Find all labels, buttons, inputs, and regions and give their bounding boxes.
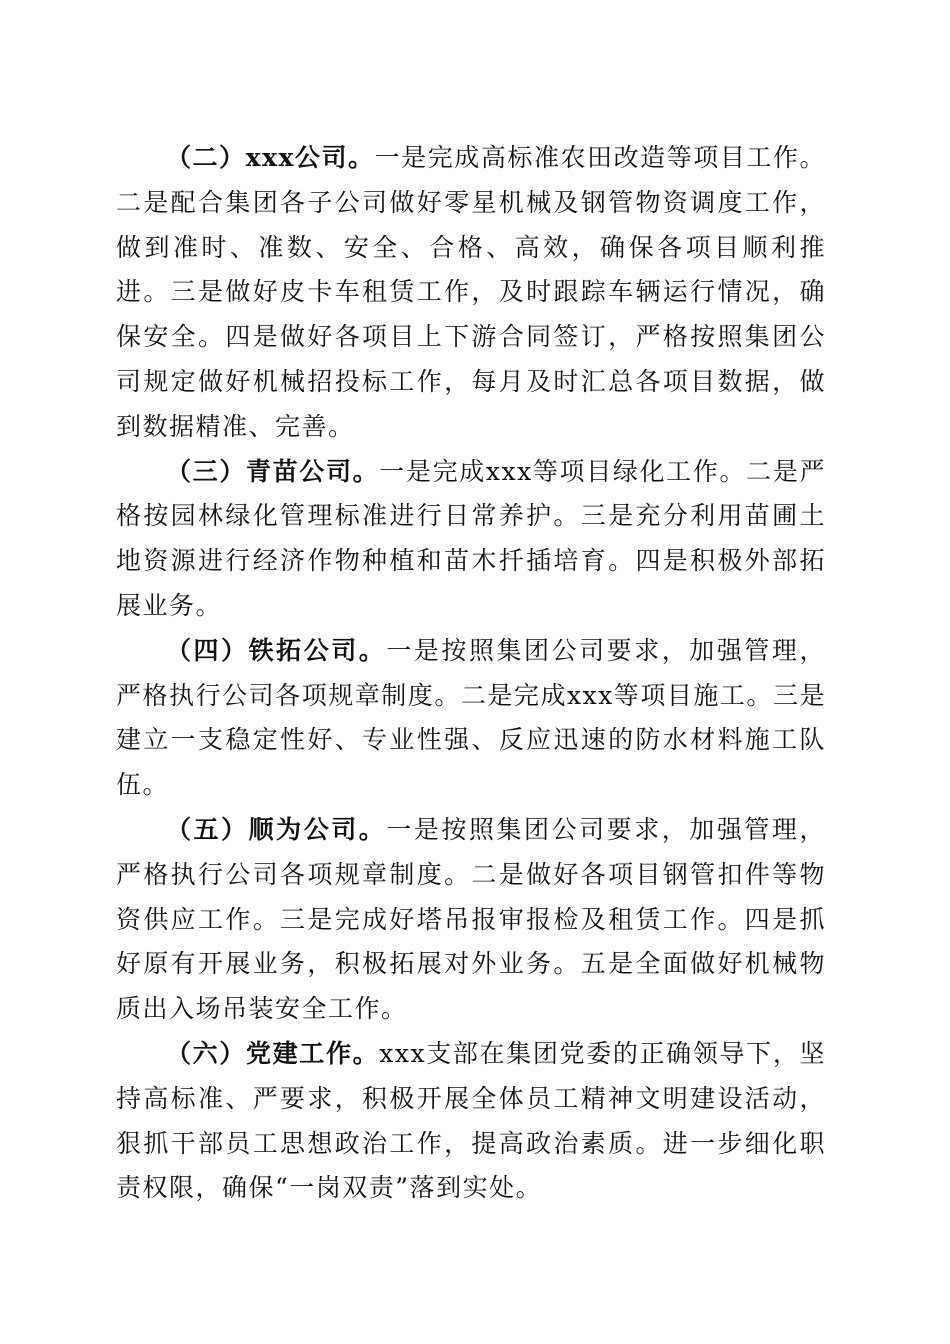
paragraph-text: xxx支部在集团党委的正确领导下，坚持高标准、严要求，积极开展全体员工精神文明建设活动，狠抓干部员工思想政治工作，提高政治素质。进一步细化职责权限，确保“一岗双责”落到实处。 xyxy=(116,1038,826,1203)
paragraph-heading: （六）党建工作。 xyxy=(166,1038,380,1068)
paragraph-heading: （五）顺为公司。 xyxy=(166,814,387,844)
paragraph-heading: （二）xxx公司。 xyxy=(166,143,375,172)
paragraph-tietuo-company xyxy=(116,629,826,808)
paragraph-shunwei-company xyxy=(116,808,826,1032)
paragraph-xxx-company xyxy=(116,136,826,450)
document-body xyxy=(116,136,826,1211)
paragraph-heading: （三）青苗公司。 xyxy=(166,456,380,486)
paragraph-text: 一是完成xxx等项目绿化工作。二是严格按园林绿化管理标准进行日常养护。三是充分利用苗圃土地资源进行经济作物种植和苗木扦插培育。四是积极外部拓展业务。 xyxy=(116,456,826,620)
paragraph-heading: （四）铁拓公司。 xyxy=(166,635,387,665)
paragraph-qingmiao-company xyxy=(116,450,826,629)
paragraph-text: 一是完成高标准农田改造等项目工作。二是配合集团各子公司做好零星机械及钢管物资调度工作，做到准时、准数、安全、合格、高效，确保各项目顺利推进。三是做好皮卡车租赁工作，及时跟踪车辆运行情况，确保安全。四是做好各项目上下游合同签订，严格按照集团公司规定做好机械招投标工作，每月及时汇总各项目数据，做到数据精准、完善。 xyxy=(116,143,826,441)
paragraph-party-building xyxy=(116,1032,826,1211)
paragraph-text: 一是按照集团公司要求，加强管理，严格执行公司各项规章制度。二是做好各项目钢管扣件等物资供应工作。三是完成好塔吊报审报检及租赁工作。四是抓好原有开展业务，积极拓展对外业务。五是全面做好机械物质出入场吊装安全工作。 xyxy=(116,814,826,1024)
paragraph-text: 一是按照集团公司要求，加强管理，严格执行公司各项规章制度。二是完成xxx等项目施工。三是建立一支稳定性好、专业性强、反应迅速的防水材料施工队伍。 xyxy=(116,635,826,800)
